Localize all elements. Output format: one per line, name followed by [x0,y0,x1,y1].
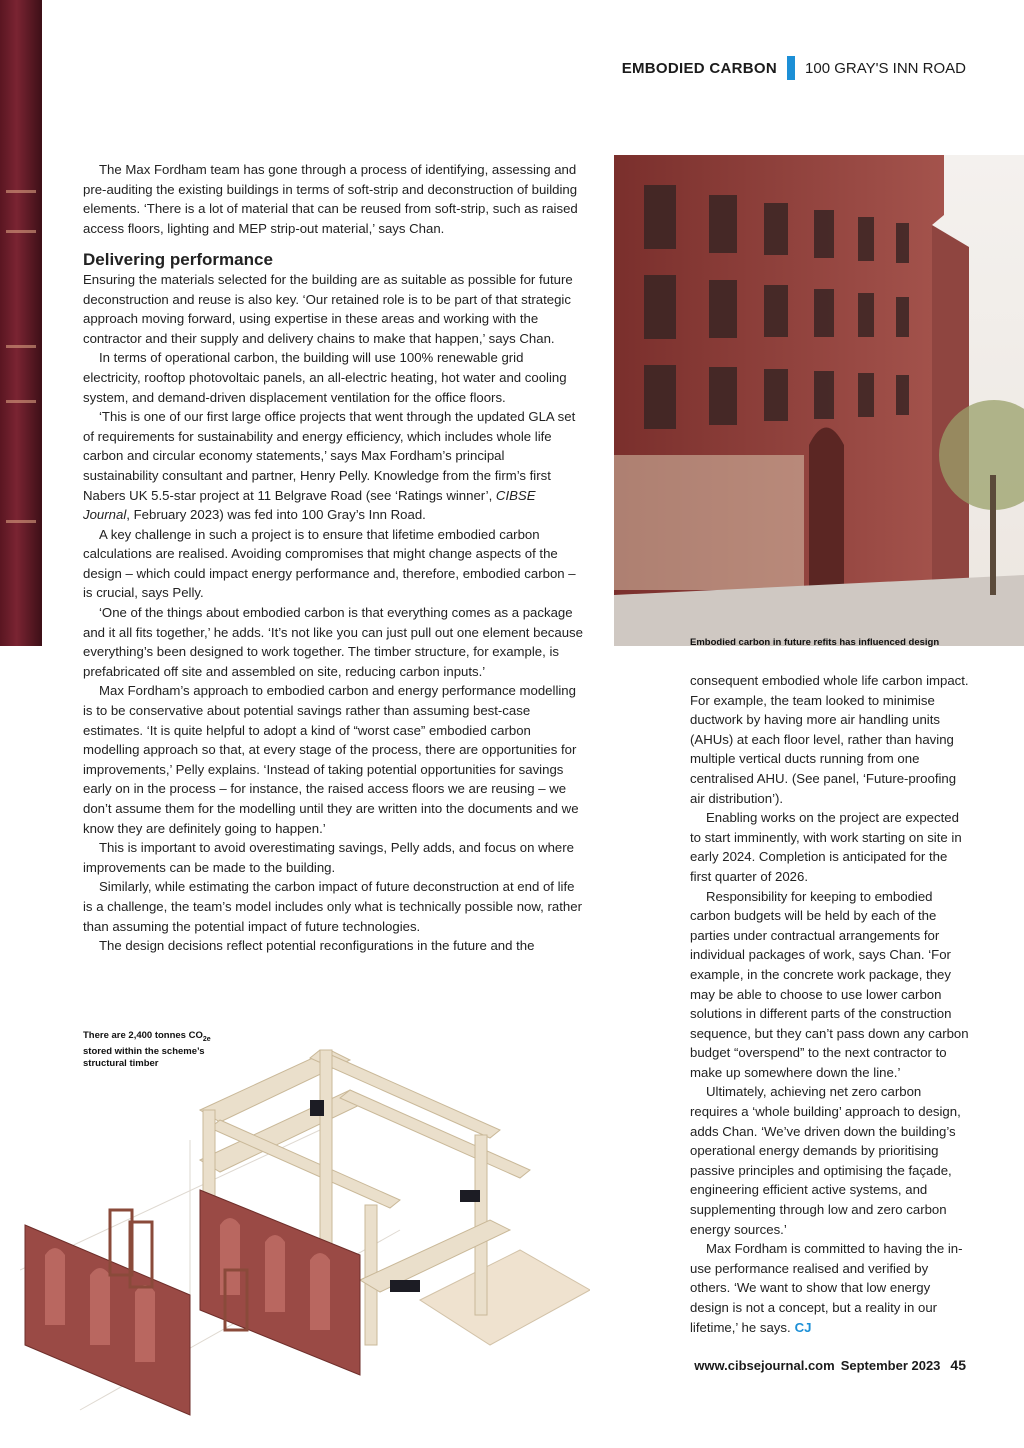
paragraph: Ensuring the materials selected for the building are as suitable as possible for future deconstruction and reuse is also key. ‘Our retained role is to be part of that strategic approach moving forward, using expertise in these areas and working with the contractor and their supply and delivery chains to make that happen,’ says Chan. [83,271,573,346]
diagram-caption-line: stored within the scheme’s [83,1045,205,1057]
paragraph-text: ‘This is one of our first large office projects that went through the updated GLA set of requirements for sustainability and energy efficiency, which includes whole life carbon and circular economy statements,’ says Max Fordham’s principal sustainability consultant and partner, Henry Pelly. Knowledge from the firm’s first Nabers UK 5.5-star project at 11 Belgrave Road (see ‘Ratings winner’, [83,409,576,503]
structure-diagram [20,1030,590,1435]
caption-subscript: 2e [202,1035,211,1043]
paragraph: consequent embodied whole life carbon impact. For example, the team looked to minimise ductwork by having more air handling units (AHUs) at each floor level, rather than having multiple vertical ducts running from one centralised AHU. (See panel, ‘Future-proofing air distribution’). [690,673,969,806]
issue-date: September 2023 [840,1358,941,1373]
main-text-column [83,160,583,956]
paragraph: Max Fordham’s approach to embodied carbon and energy performance modelling is to be conservative about potential savings rather than assuming best-case estimates. ‘It is quite helpful to adopt a kind of “worst case” embodied carbon modelling approach so that, at every stage of the process, there are opportunities for improvements,’ Pelly explains. ‘Instead of taking potential opportunities for savings early on in the process – for instance, the raised access floors we are reusing – we don’t assume them for the modelling until they are written into the documents and we know they are definitely going to happen.’ [83,683,579,836]
paragraph [83,407,583,525]
paragraph: This is important to avoid overestimating savings, Pelly adds, and focus on where improvements can be made to the building. [83,840,574,875]
section-label: EMBODIED CARBON [621,59,778,77]
running-header [622,56,966,80]
caption-text: There are 2,400 tonnes CO [83,1030,203,1041]
end-mark: CJ [794,1319,812,1335]
section-heading: Delivering performance [83,250,273,270]
topic-label: 100 GRAY'S INN ROAD [805,59,966,77]
paragraph: The design decisions reflect potential reconfigurations in the future and the [99,938,535,954]
paragraph: Responsibility for keeping to embodied carbon budgets will be held by each of the parties under contractual arrangements for individual packages of work, says Chan. ‘For example, in the concrete work package, they may be able to choose to use lower carbon solutions in different parts of the construction sequence, but they can’t pass down any carbon budget “overspend” to the next contractor to make up somewhere down the line.’ [690,888,969,1080]
paragraph: In terms of operational carbon, the building will use 100% renewable grid electricity, rooftop photovoltaic panels, an all-electric heating, hot water and cooling system, and demand-driven displacement ventilation for the office floors. [83,350,567,405]
journal-url: www.cibsejournal.com [694,1358,835,1373]
page-footer [694,1357,966,1373]
paragraph: Enabling works on the project are expected to start imminently, with work starting on site in early 2024. Completion is anticipated for the first quarter of 2026. [690,810,962,884]
photo-caption: Embodied carbon in future refits has influenced design [690,637,940,648]
paragraph [690,1239,970,1337]
paragraph: ‘One of the things about embodied carbon is that everything comes as a package and it all fits together,’ he adds. ‘It’s not like you can just pull out one element because everything’s been designed to work together. The timber structure, for example, is prefabricated off site and assembled on site, reducing carbon inputs.’ [83,605,583,679]
paragraph: Similarly, while estimating the carbon impact of future deconstruction at end of life is a challenge, the team’s model includes only what is technically possible now, rather than assuming the potential impact of future technologies. [83,879,582,934]
paragraph-text: Max Fordham is committed to having the in-use performance realised and verified by others. ‘We want to show that low energy design is not a concept, but a reality in our lifetime,’ he says. [690,1241,963,1335]
publication-title: CIBSE Journal [83,487,536,523]
left-edge-photo [0,0,42,646]
paragraph-text: , February 2023) was fed into 100 Gray’s Inn Road. [126,507,426,523]
intro-paragraph: The Max Fordham team has gone through a process of identifying, assessing and pre-auditing the existing buildings in terms of soft-strip and deconstruction of building elements. ‘There is a lot of material that can be reused from soft-strip, such as raised access floors, lighting and MEP strip-out material,’ says Chan. [83,162,578,236]
paragraph: A key challenge in such a project is to ensure that lifetime embodied carbon calculations are realised. Avoiding compromises that might change aspects of the design – which could impact energy performance and, therefore, embodied carbon – is crucial, says Pelly. [83,526,576,601]
paragraph: Ultimately, achieving net zero carbon requires a ‘whole building’ approach to design, adds Chan. ‘We’ve driven down the building’s operational energy demands by prioritising passive principles and optimising the façade, engineering efficient active systems, and supplementing through low and zero carbon energy sources.’ [690,1084,961,1237]
building-photo [614,155,1024,646]
page-number: 45 [950,1357,966,1373]
right-text-column [690,671,970,1337]
header-divider [787,56,795,80]
diagram-caption-line: structural timber [83,1057,159,1069]
